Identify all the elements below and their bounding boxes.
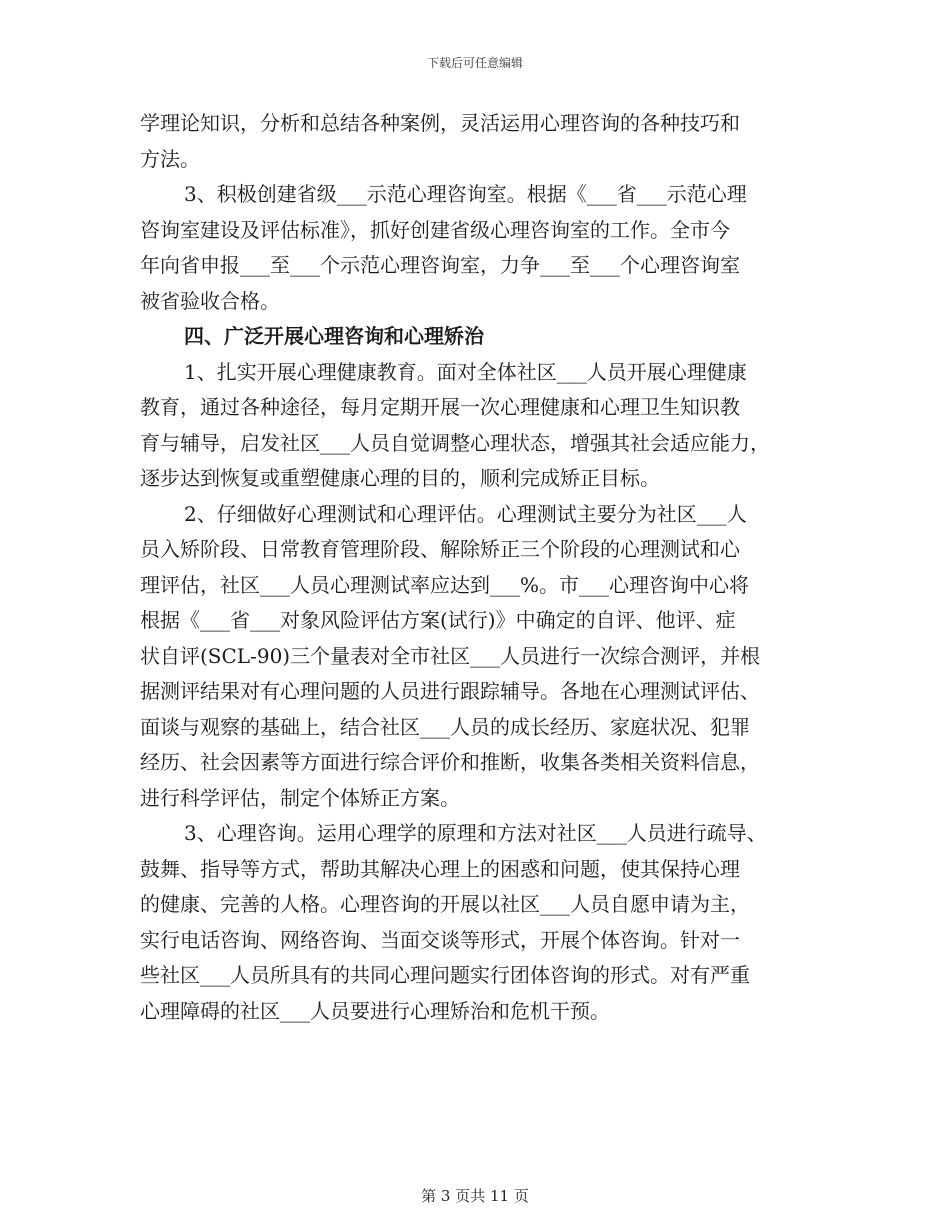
- text-line: 些社区___人员所具有的共同心理问题实行团体咨询的形式。对有严重: [140, 963, 750, 987]
- paragraph-line: 2、仔细做好心理测试和心理评估。心理测试主要分为社区___人: [184, 501, 747, 526]
- text-line: 心理障碍的社区___人员要进行心理矫治和危机干预。: [140, 998, 610, 1023]
- text-line: 据测评结果对有心理问题的人员进行跟踪辅导。各地在心理测试评估、: [140, 679, 760, 703]
- text-line: 年向省申报___至___个示范心理咨询室，力争___至___个心理咨询室: [140, 253, 740, 277]
- text-line: 面谈与观察的基础上，结合社区___人员的成长经历、家庭状况、犯罪: [140, 714, 750, 739]
- document-body: [140, 106, 820, 1029]
- text-line: 逐步达到恢复或重塑健康心理的目的，顺利完成矫正目标。: [140, 466, 660, 490]
- paragraph-line: 3、心理咨询。运用心理学的原理和方法对社区___人员进行疏导、: [184, 821, 767, 845]
- text-line: 的健康、完善的人格。心理咨询的开展以社区___人员自愿申请为主，: [140, 892, 750, 916]
- section-heading: 四、广泛开展心理咨询和心理矫治: [184, 324, 484, 348]
- text-line: 进行科学评估，制定个体矫正方案。: [140, 785, 460, 810]
- text-line: 状自评(SCL-90)三个量表对全市社区___人员进行一次综合测评，并根: [140, 643, 761, 668]
- page-header-note: 下载后可任意编辑: [426, 56, 523, 70]
- text-line: 学理论知识，分析和总结各种案例，灵活运用心理咨询的各种技巧和: [140, 111, 740, 135]
- text-line: 鼓舞、指导等方式，帮助其解决心理上的困惑和问题，使其保持心理: [140, 856, 740, 881]
- text-line: 经历、社会因素等方面进行综合评价和推断，收集各类相关资料信息，: [140, 750, 760, 774]
- paragraph-line: 3、积极创建省级___示范心理咨询室。根据《___省___示范心理: [184, 182, 747, 206]
- text-line: 实行电话咨询、网络咨询、当面交谈等形式，开展个体咨询。针对一: [140, 927, 740, 952]
- page-number: 第 3 页共 11 页: [421, 1187, 529, 1205]
- text-line: 咨询室建设及评估标准》，抓好创建省级心理咨询室的工作。全市今: [140, 217, 730, 242]
- text-line: 理评估，社区___人员心理测试率应达到___%。市___心理咨询中心将: [140, 572, 750, 597]
- text-line: 方法。: [140, 146, 200, 171]
- text-line: 员入矫阶段、日常教育管理阶段、解除矫正三个阶段的心理测试和心: [140, 537, 740, 561]
- text-line: 教育，通过各种途径，每月定期开展一次心理健康和心理卫生知识教: [140, 395, 740, 419]
- paragraph-line: 1、扎实开展心理健康教育。面对全体社区___人员开展心理健康: [184, 359, 747, 384]
- text-line: 被省验收合格。: [140, 288, 280, 313]
- text-line: 育与辅导，启发社区___人员自觉调整心理状态，增强其社会适应能力，: [140, 430, 770, 455]
- text-line: 根据《___省___对象风险评估方案(试行)》中确定的自评、他评、症: [140, 608, 736, 632]
